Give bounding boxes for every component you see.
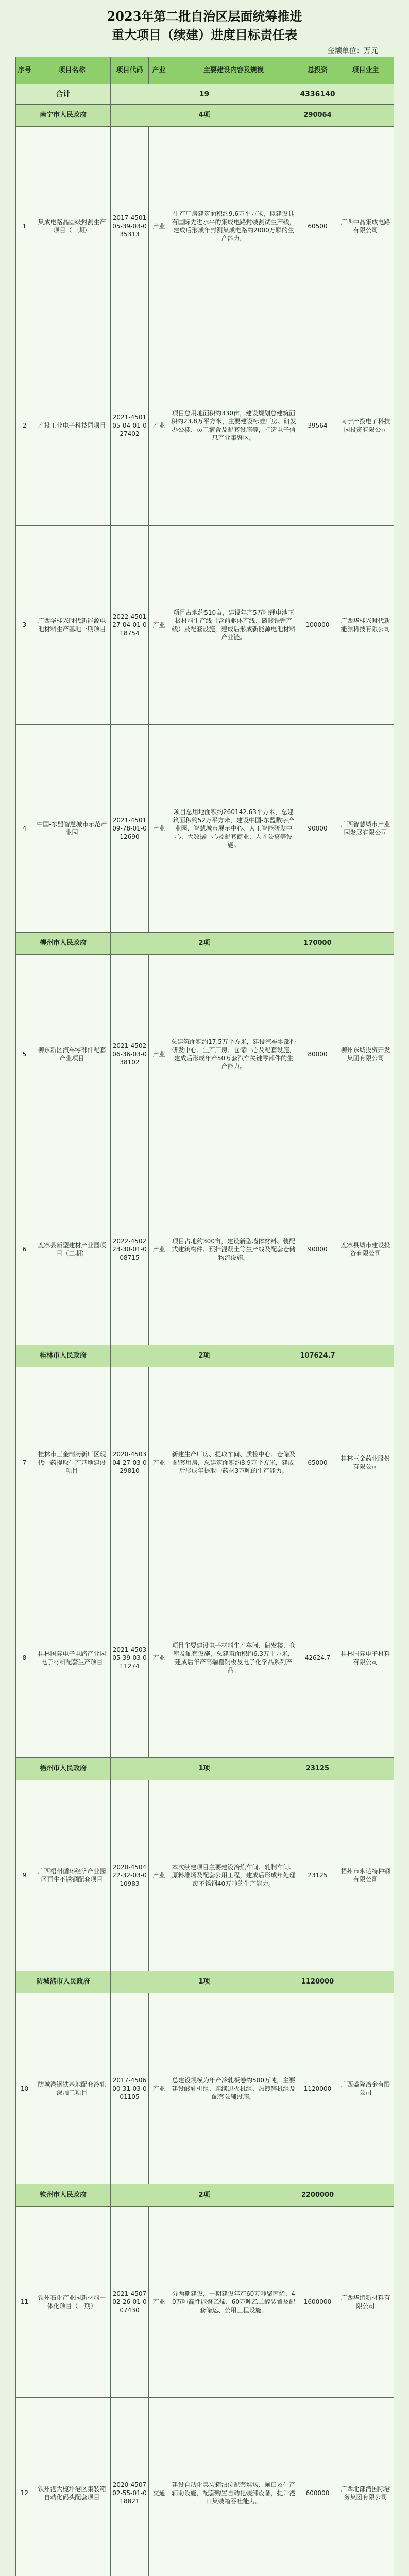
group-amount: 2200000 <box>298 2184 337 2207</box>
group-row <box>16 1971 394 1993</box>
project-name: 广西梧州循环经济产业园区再生不锈钢配套项目 <box>33 1780 111 1971</box>
project-name: 产投工业电子科技园项目 <box>33 326 111 526</box>
project-row <box>16 2207 394 2398</box>
project-content: 本次续建项目主要建设冶炼车间、轧制车间、原料堆场及配套公用工程，建成后形成年处理废不锈钢40万吨的生产能力。 <box>169 1780 298 1971</box>
project-name: 钦州石化产业园新材料一体化项目（一期） <box>33 2207 111 2398</box>
project-code: 2021-450206-36-03-038102 <box>111 955 149 1154</box>
project-investment: 39564 <box>298 326 337 526</box>
total-amount: 4336140 <box>298 84 337 105</box>
title-line-2: 重大项目（续建）进度目标责任表 <box>112 27 297 42</box>
project-name: 中国-东盟智慧城市示范产业园 <box>33 725 111 933</box>
project-no: 7 <box>16 1367 33 1558</box>
project-content: 项目主要建设电子材料生产车间、研发楼、仓库及配套设施，总建筑面积约6.3万平方米，建成后年产高端覆铜板及电子化学品系列产品。 <box>169 1558 298 1758</box>
project-row <box>16 1993 394 2184</box>
project-investment: 60500 <box>298 127 337 326</box>
project-row <box>16 1780 394 1971</box>
group-owner-blank <box>337 2184 394 2207</box>
project-owner: 广西中晶集成电路有限公司 <box>337 127 394 326</box>
group-count: 4项 <box>111 105 298 127</box>
group-row <box>16 2184 394 2207</box>
project-code: 2017-450600-31-03-001105 <box>111 1993 149 2184</box>
unit-label: 金额单位：万元 <box>328 47 378 55</box>
project-owner: 广西华谊新材料有限公司 <box>337 2207 394 2398</box>
project-content: 新建生产厂房、提取车间、质检中心、仓储及配套用房，总建筑面积约8.9万平方米，建成后形成年提取中药材3万吨的生产能力。 <box>169 1367 298 1558</box>
project-owner: 广西华桂兴时代新能源科技有限公司 <box>337 526 394 725</box>
group-owner-blank <box>337 105 394 127</box>
total-label: 合计 <box>16 84 111 105</box>
title-line-1: 2023年第二批自治区层面统筹推进 <box>107 9 302 24</box>
group-amount: 290064 <box>298 105 337 127</box>
project-name: 鹿寨县新型建材产业园项目（二期） <box>33 1154 111 1345</box>
project-row <box>16 526 394 725</box>
project-row <box>16 725 394 933</box>
project-industry: 产业 <box>149 1993 169 2184</box>
project-no: 8 <box>16 1558 33 1758</box>
project-investment: 65000 <box>298 1367 337 1558</box>
project-row <box>16 326 394 526</box>
project-investment: 1600000 <box>298 2207 337 2398</box>
project-content: 项目总用地面积约330亩，建设规划总建筑面积约23.8万平方米，主要建设标准厂房、研发办公楼、员工宿舍及配套设施等，打造电子信息产业集聚区。 <box>169 326 298 526</box>
project-industry: 产业 <box>149 1780 169 1971</box>
project-owner: 桂林国际电子材料有限公司 <box>337 1558 394 1758</box>
project-content: 项目占地约510亩，建设年产5万吨锂电池正极材料生产线（含前驱体产线、磷酸铁锂产线）及配套设施，建成后形成新能源电池材料产业链。 <box>169 526 298 725</box>
header-owner: 项目业主 <box>337 57 394 84</box>
project-industry: 产业 <box>149 326 169 526</box>
project-content: 总建筑面积约17.5万平方米，建设汽车零部件研发中心、生产厂房、仓储中心及配套设施，建成后形成年产50万套汽车关键零部件的生产能力。 <box>169 955 298 1154</box>
project-code: 2022-450223-30-01-008715 <box>111 1154 149 1345</box>
project-industry: 产业 <box>149 1154 169 1345</box>
group-name: 钦州市人民政府 <box>16 2184 111 2207</box>
project-no: 5 <box>16 955 33 1154</box>
project-content: 分两期建设，一期建设年产60万吨聚丙烯、40万吨高性能聚乙烯、60万吨乙二醇装置及配套储运、公用工程设施。 <box>169 2207 298 2398</box>
group-row <box>16 105 394 127</box>
document-title <box>0 0 409 45</box>
group-row <box>16 1345 394 1367</box>
project-no: 11 <box>16 2207 33 2398</box>
group-count: 1项 <box>111 1758 298 1780</box>
group-owner-blank <box>337 1971 394 1993</box>
project-investment: 80000 <box>298 955 337 1154</box>
project-no: 10 <box>16 1993 33 2184</box>
group-count: 1项 <box>111 1971 298 1993</box>
header-row <box>16 57 394 84</box>
project-investment: 23125 <box>298 1780 337 1971</box>
project-code: 2021-450109-78-01-012690 <box>111 725 149 933</box>
project-industry: 产业 <box>149 1367 169 1558</box>
project-investment: 600000 <box>298 2398 337 2576</box>
header-code: 项目代码 <box>111 57 149 84</box>
project-owner: 广西盛隆冶金有限公司 <box>337 1993 394 2184</box>
project-code: 2021-450702-26-01-007430 <box>111 2207 149 2398</box>
project-code: 2020-450304-27-03-029810 <box>111 1367 149 1558</box>
group-owner-blank <box>337 1345 394 1367</box>
project-name: 桂林市三金制药新厂区现代中药提取生产基地建设项目 <box>33 1367 111 1558</box>
project-industry: 产业 <box>149 2207 169 2398</box>
project-investment: 90000 <box>298 725 337 933</box>
project-content: 项目总用地面积约260142.63平方米，总建筑面积约52万平方米，建设中国-东盟数字产业园、智慧城市展示中心、人工智能研发中心、大数据中心及配套商业、人才公寓等设施。 <box>169 725 298 933</box>
project-name: 柳东新区汽车零部件配套产业项目 <box>33 955 111 1154</box>
project-no: 1 <box>16 127 33 326</box>
progress-table <box>15 57 394 2576</box>
project-name: 集成电路晶圆级封测生产项目（一期） <box>33 127 111 326</box>
project-industry: 交通 <box>149 2398 169 2576</box>
project-row <box>16 1154 394 1345</box>
project-owner: 梧州市永达特种钢有限公司 <box>337 1780 394 1971</box>
project-owner: 鹿寨县城市建设投资有限公司 <box>337 1154 394 1345</box>
project-row <box>16 955 394 1154</box>
project-name: 桂林国际电子电路产业园电子材料配套生产项目 <box>33 1558 111 1758</box>
project-name: 钦州港大榄坪港区集装箱自动化码头配套项目 <box>33 2398 111 2576</box>
project-code: 2021-450105-04-01-027402 <box>111 326 149 526</box>
project-investment: 1120000 <box>298 1993 337 2184</box>
project-code: 2017-450105-39-03-035313 <box>111 127 149 326</box>
header-name: 项目名称 <box>33 57 111 84</box>
project-name: 防城港钢铁基地配套冷轧深加工项目 <box>33 1993 111 2184</box>
group-row <box>16 933 394 955</box>
project-row <box>16 127 394 326</box>
project-no: 9 <box>16 1780 33 1971</box>
project-code: 2022-450127-04-01-018754 <box>111 526 149 725</box>
project-investment: 90000 <box>298 1154 337 1345</box>
project-no: 4 <box>16 725 33 933</box>
project-owner: 广西智慧城市产业园发展有限公司 <box>337 725 394 933</box>
group-amount: 170000 <box>298 933 337 955</box>
group-owner-blank <box>337 933 394 955</box>
header-investment: 总投资 <box>298 57 337 84</box>
project-content: 总建设规模为年产冷轧板卷约500万吨，主要建设酸轧机组、连续退火机组、热镀锌机组及配套公辅设施。 <box>169 1993 298 2184</box>
group-row <box>16 1758 394 1780</box>
project-no: 6 <box>16 1154 33 1345</box>
project-industry: 产业 <box>149 127 169 326</box>
project-content: 建设自动化集装箱泊位配套堆场、闸口及生产辅助设施，配套购置自动化装卸设备，提升港口集装箱吞吐能力。 <box>169 2398 298 2576</box>
project-investment: 42624.7 <box>298 1558 337 1758</box>
project-owner: 南宁产投电子科技园投资有限公司 <box>337 326 394 526</box>
project-no: 12 <box>16 2398 33 2576</box>
project-owner: 广西北部湾国际港务集团有限公司 <box>337 2398 394 2576</box>
group-name: 柳州市人民政府 <box>16 933 111 955</box>
group-amount: 107624.7 <box>298 1345 337 1367</box>
project-no: 2 <box>16 326 33 526</box>
project-no: 3 <box>16 526 33 725</box>
project-content: 项目占地约300亩，建设新型墙体材料、装配式建筑构件、预拌混凝土等生产线及配套仓储物流设施。 <box>169 1154 298 1345</box>
header-no: 序号 <box>16 57 33 84</box>
project-name: 广西华桂兴时代新能源电池材料生产基地一期项目 <box>33 526 111 725</box>
group-count: 2项 <box>111 1345 298 1367</box>
project-row <box>16 1558 394 1758</box>
project-industry: 产业 <box>149 725 169 933</box>
project-code: 2020-450422-32-03-010983 <box>111 1780 149 1971</box>
project-owner: 柳州东城投资开发集团有限公司 <box>337 955 394 1154</box>
group-name: 梧州市人民政府 <box>16 1758 111 1780</box>
total-owner-blank <box>337 84 394 105</box>
header-content: 主要建设内容及规模 <box>169 57 298 84</box>
project-row <box>16 1367 394 1558</box>
group-count: 2项 <box>111 933 298 955</box>
group-amount: 1120000 <box>298 1971 337 1993</box>
project-code: 2020-450702-55-01-018821 <box>111 2398 149 2576</box>
project-industry: 产业 <box>149 1558 169 1758</box>
total-count: 19 <box>111 84 298 105</box>
project-row <box>16 2398 394 2576</box>
group-name: 南宁市人民政府 <box>16 105 111 127</box>
project-investment: 100000 <box>298 526 337 725</box>
project-owner: 桂林三金药业股份有限公司 <box>337 1367 394 1558</box>
group-amount: 23125 <box>298 1758 337 1780</box>
project-industry: 产业 <box>149 955 169 1154</box>
group-name: 防城港市人民政府 <box>16 1971 111 1993</box>
project-industry: 产业 <box>149 526 169 725</box>
group-owner-blank <box>337 1758 394 1780</box>
total-row <box>16 84 394 105</box>
project-content: 生产厂房建筑面积约9.6万平方米，拟建设具有国际先进水平的集成电路封装测试生产线，建成后形成年封测集成电路约2000万颗的生产能力。 <box>169 127 298 326</box>
group-name: 桂林市人民政府 <box>16 1345 111 1367</box>
header-industry: 产业 <box>149 57 169 84</box>
group-count: 2项 <box>111 2184 298 2207</box>
project-code: 2021-450305-39-03-011274 <box>111 1558 149 1758</box>
